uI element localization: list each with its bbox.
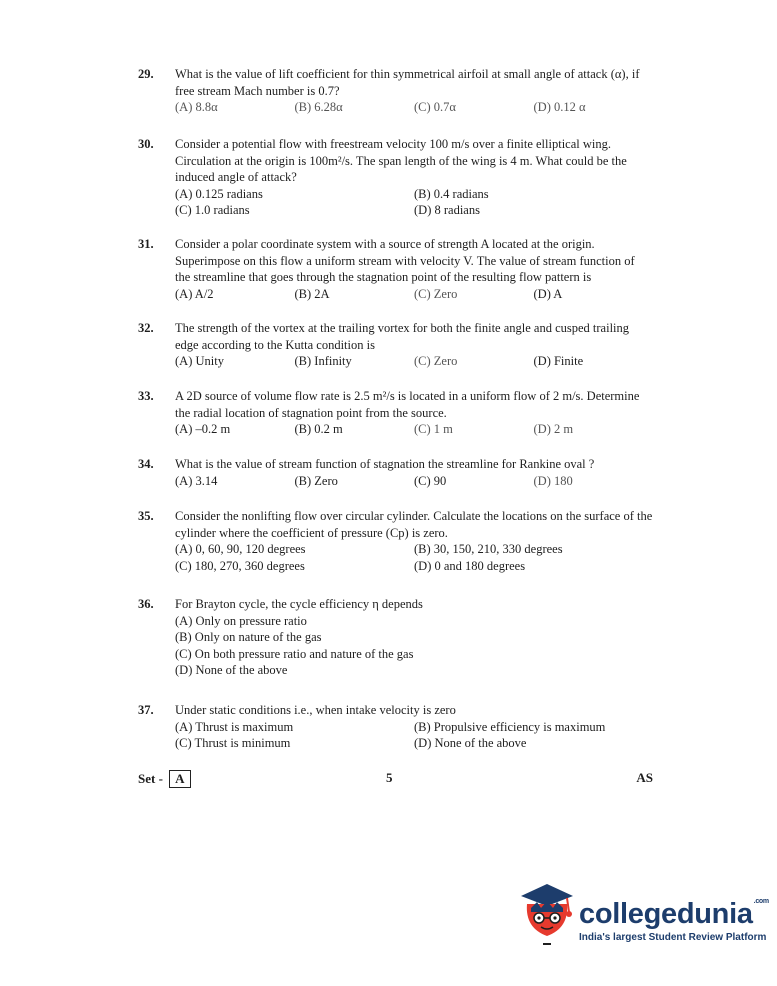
option-c: (C) Zero [414, 354, 458, 368]
option-d: (D) 2 m [533, 422, 574, 436]
options [175, 353, 653, 370]
option-c: (C) 90 [414, 473, 447, 488]
option-b: (B) 30, 150, 210, 330 degrees [414, 542, 563, 556]
option-c: (C) On both pressure ratio and nature of the gas [175, 646, 414, 661]
option-a: (A) –0.2 m [175, 422, 231, 436]
question-29 [138, 66, 653, 116]
options [175, 186, 653, 219]
option-d: (D) 0 and 180 degrees [414, 558, 526, 573]
option-a: (A) 0.125 radians [175, 186, 263, 201]
question-number: 30. [138, 137, 154, 151]
question-number: 33. [138, 389, 154, 403]
set-label: Set - [138, 771, 163, 786]
option-d: (D) 180 [533, 473, 573, 488]
option-b: (B) Only on nature of the gas [175, 630, 322, 644]
brand-suffix: .com [753, 898, 769, 905]
question-number: 34. [138, 457, 154, 471]
question-text: What is the value of lift coefficient for thin symmetrical airfoil at small angle of attack (α), if free stream Mach number is 0.7? [175, 67, 640, 98]
option-c: (C) Thrust is minimum [175, 736, 291, 750]
option-b: (B) 2A [294, 286, 330, 301]
option-d: (D) 0.12 α [533, 100, 586, 114]
option-d: (D) None of the above [414, 736, 527, 750]
option-d: (D) Finite [533, 354, 584, 368]
option-b: (B) Zero [294, 473, 338, 488]
option-b: (B) 0.4 radians [414, 186, 489, 201]
option-a: (A) Unity [175, 354, 224, 368]
option-c: (C) 1.0 radians [175, 203, 250, 217]
question-34 [138, 456, 653, 489]
question-35 [138, 508, 653, 574]
option-c: (C) 180, 270, 360 degrees [175, 558, 305, 573]
question-33 [138, 388, 653, 438]
question-31 [138, 236, 653, 302]
question-number: 36. [138, 597, 154, 611]
page-number: 5 [386, 770, 393, 785]
question-text: Consider a polar coordinate system with a source of strength A located at the origin. Superimpose on this flow a uniform stream with velocity V. The value of stream function of the streamline that goes through the stagnation point of the resulting flow pattern is [175, 237, 635, 284]
question-32 [138, 320, 653, 370]
question-text: Consider the nonlifting flow over circular cylinder. Calculate the locations on the surface of the cylinder where the coefficient of pressure (Cp) is zero. [175, 509, 653, 540]
question-number: 37. [138, 703, 154, 717]
question-text: Consider a potential flow with freestream velocity 100 m/s over a finite elliptical wing. Circulation at the origin is 100m²/s. The span length of the wing is 4 m. What could be the induced angle of attack? [175, 137, 627, 184]
question-37 [138, 702, 653, 752]
question-text: A 2D source of volume flow rate is 2.5 m²/s is located in a uniform flow of 2 m/s. Determine the radial location of stagnation point from the source. [175, 389, 640, 420]
option-b: (B) Infinity [294, 354, 352, 368]
options [175, 719, 653, 752]
options [175, 541, 653, 574]
set-value-box: A [169, 770, 190, 788]
option-a: (A) A/2 [175, 286, 214, 301]
brand-tagline: India's largest Student Review Platform [579, 932, 767, 943]
option-a: (A) 8.8α [175, 100, 218, 114]
question-text: The strength of the vortex at the trailing vortex for both the finite angle and cusped trailing edge according to the Kutta condition is [175, 321, 630, 352]
option-b: (B) 0.2 m [294, 422, 343, 436]
options [175, 473, 653, 490]
option-b: (B) Propulsive efficiency is maximum [414, 719, 606, 734]
option-b: (B) 6.28α [294, 100, 343, 114]
options [175, 613, 653, 679]
question-number: 35. [138, 509, 154, 523]
option-c: (C) Zero [414, 286, 458, 301]
collegedunia-logo [517, 878, 769, 958]
options [175, 286, 653, 303]
question-text: Under static conditions i.e., when intake velocity is zero [175, 703, 456, 717]
option-a: (A) 3.14 [175, 473, 218, 488]
question-number: 31. [138, 237, 154, 251]
question-text: What is the value of stream function of stagnation the streamline for Rankine oval ? [175, 457, 595, 471]
option-c: (C) 0.7α [414, 100, 456, 114]
question-text: For Brayton cycle, the cycle efficiency η depends [175, 597, 423, 611]
mascot-icon [517, 878, 577, 948]
set-indicator [138, 770, 191, 788]
brand-text: collegedunia [579, 898, 753, 930]
options [175, 99, 653, 116]
option-a: (A) Thrust is maximum [175, 719, 294, 734]
option-d: (D) 8 radians [414, 203, 480, 217]
paper-code: AS [636, 770, 653, 785]
option-d: (D) None of the above [175, 663, 288, 677]
question-number: 32. [138, 321, 154, 335]
question-30 [138, 136, 653, 219]
option-a: (A) Only on pressure ratio [175, 613, 307, 628]
option-c: (C) 1 m [414, 422, 453, 436]
brand-name [579, 898, 769, 931]
question-36 [138, 596, 653, 679]
option-a: (A) 0, 60, 90, 120 degrees [175, 542, 306, 556]
options [175, 421, 653, 438]
question-number: 29. [138, 67, 154, 81]
option-d: (D) A [533, 286, 563, 301]
